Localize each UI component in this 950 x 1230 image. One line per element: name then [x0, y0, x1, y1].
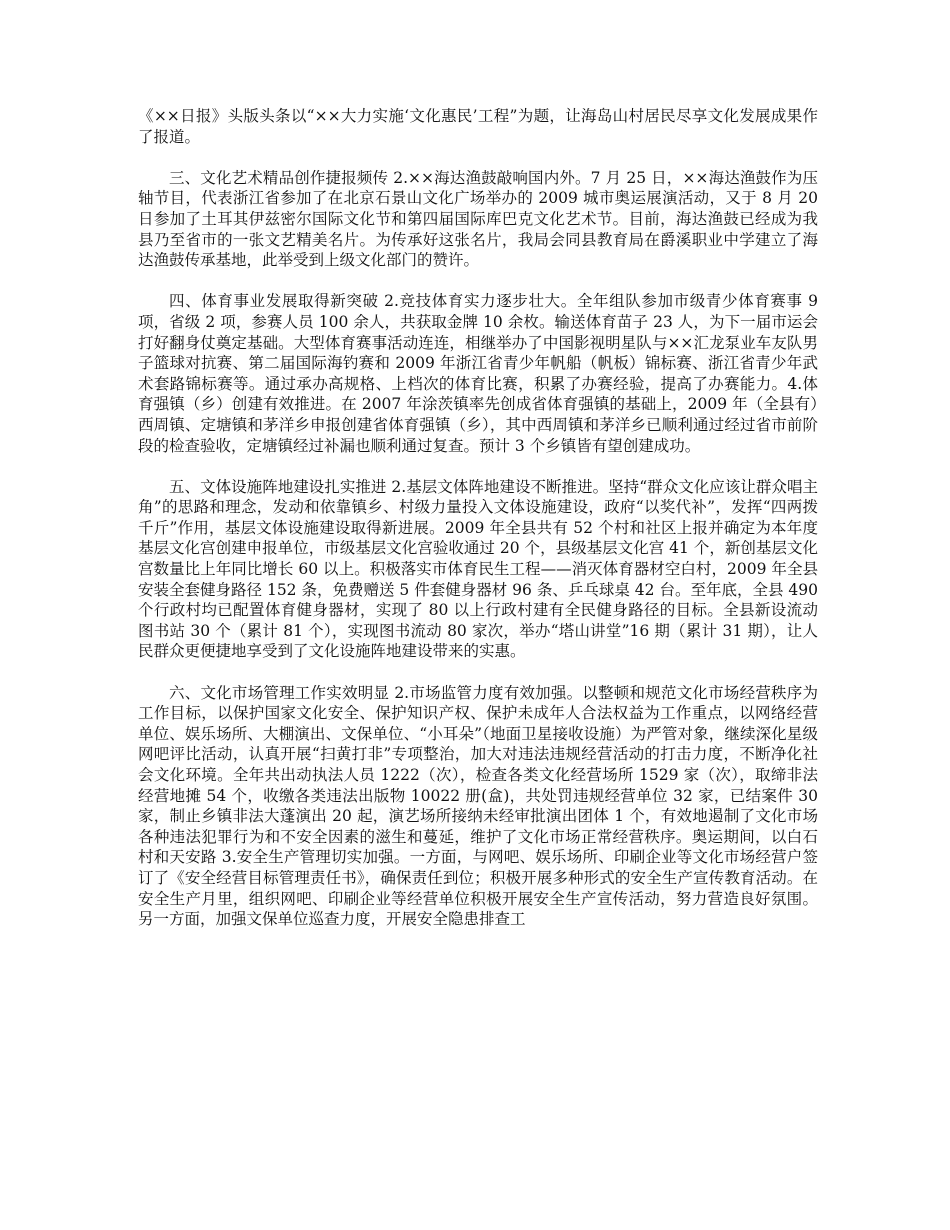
paragraph-section-six: 六、文化市场管理工作实效明显 2.市场监管力度有效加强。以整顿和规范文化市场经营秩序为工作目标，以保护国家文化安全、保护知识产权、保护未成年人合法权益为工作重点，以网络经营单位、娱乐场所、大棚演出、文保单位、“小耳朵”（地面卫星接收设施）为严管对象，继续深化星级网吧评比活动，认真开展“扫黄打非”专项整治，加大对违法违规经营活动的打击力度，不断净化社会文化环境。全年共出动执法人员 1222（次），检查各类文化经营场所 1529 家（次），取缔非法经营地摊 54 个，收缴各类违法出版物 10022 册(盒)，共处罚违规经营单位 32 家，已结案件 30 家，制止乡镇非法大蓬演出 20 起，演艺场所接纳未经审批演出团体 1 个，有效地遏制了文化市场各种违法犯罪行为和不安全因素的滋生和蔓延，维护了文化市场正常经营秩序。奥运期间，以白石村和天安路 3.安全生产管理切实加强。一方面，与网吧、娱乐场所、印刷企业等文化市场经营户签订了《安全经营目标管理责任书》，确保责任到位；积极开展多种形式的安全生产宣传教育活动。在安全生产月里，组织网吧、印刷企业等经营单位积极开展安全生产宣传活动，努力营造良好氛围。另一方面，加强文保单位巡查力度，开展安全隐患排查工 [138, 683, 819, 929]
paragraph-section-four: 四、体育事业发展取得新突破 2.竞技体育实力逐步壮大。全年组队参加市级青少体育赛事 9 项，省级 2 项，参赛人员 100 余人，共获取金牌 10 余枚。输送体育苗子 23 人，为下一届市运会打好翻身仗奠定基础。大型体育赛事活动连连，相继举办了中国影视明星队与××汇龙泵业车友队男子篮球对抗赛、第二届国际海钓赛和 2009 年浙江省青少年帆船（帆板）锦标赛、浙江省青少年武术套路锦标赛等。通过承办高规格、上档次的体育比赛，积累了办赛经验，提高了办赛能力。4.体育强镇（乡）创建有效推进。在 2007 年涂茨镇率先创成省体育强镇的基础上，2009 年（全县有）西周镇、定塘镇和茅洋乡申报创建省体育强镇（乡），其中西周镇和茅洋乡已顺利通过经过省市前阶段的检查验收，定塘镇经过补漏也顺利通过复查。预计 3 个乡镇皆有望创建成功。 [138, 292, 818, 455]
paragraph-section-five: 五、文体设施阵地建设扎实推进 2.基层文体阵地建设不断推进。坚持“群众文化应该让群众唱主角”的思路和理念，发动和依靠镇乡、村级力量投入文体设施建设，政府“以奖代补”，发挥“四两拨千斤”作用，基层文体设施建设取得新进展。2009 年全县共有 52 个村和社区上报并确定为本年度基层文化宫创建申报单位，市级基层文化宫验收通过 20 个，县级基层文化宫 41 个，新创基层文化宫数量比上年同比增长 60 以上。积极落实市体育民生工程——消灭体育器材空白村，2009 年全县安装全套健身路径 152 条，免费赠送 5 件套健身器材 96 条、乒乓球桌 42 台。至年底，全县 490 个行政村均已配置体育健身器材，实现了 80 以上行政村建有全民健身路径的目标。全县新设流动图书站 30 个（累计 81 个），实现图书流动 80 家次，举办“塔山讲堂”16 期（累计 31 期），让人民群众更便捷地享受到了文化设施阵地建设带来的实惠。 [138, 477, 818, 661]
paragraph-continuation: 《××日报》头版头条以“××大力实施‘文化惠民’工程”为题，让海岛山村居民尽享文化发展成果作了报道。 [138, 107, 818, 146]
paragraph-section-three: 三、文化艺术精品创作捷报频传 2.××海达渔鼓敲响国内外。7 月 25 日，××海达渔鼓作为压轴节目，代表浙江省参加了在北京石景山文化广场举办的 2009 城市奥运展演活动，又于 8 月 20 日参加了土耳其伊兹密尔国际文化节和第四届国际库巴克文化艺术节。目前，海达渔鼓已经成为我县乃至省市的一张文艺精美名片。为传承好这张名片，我局会同县教育局在爵溪职业中学建立了海达渔鼓传承基地，此举受到上级文化部门的赞许。 [138, 168, 818, 270]
document-body [138, 106, 818, 950]
